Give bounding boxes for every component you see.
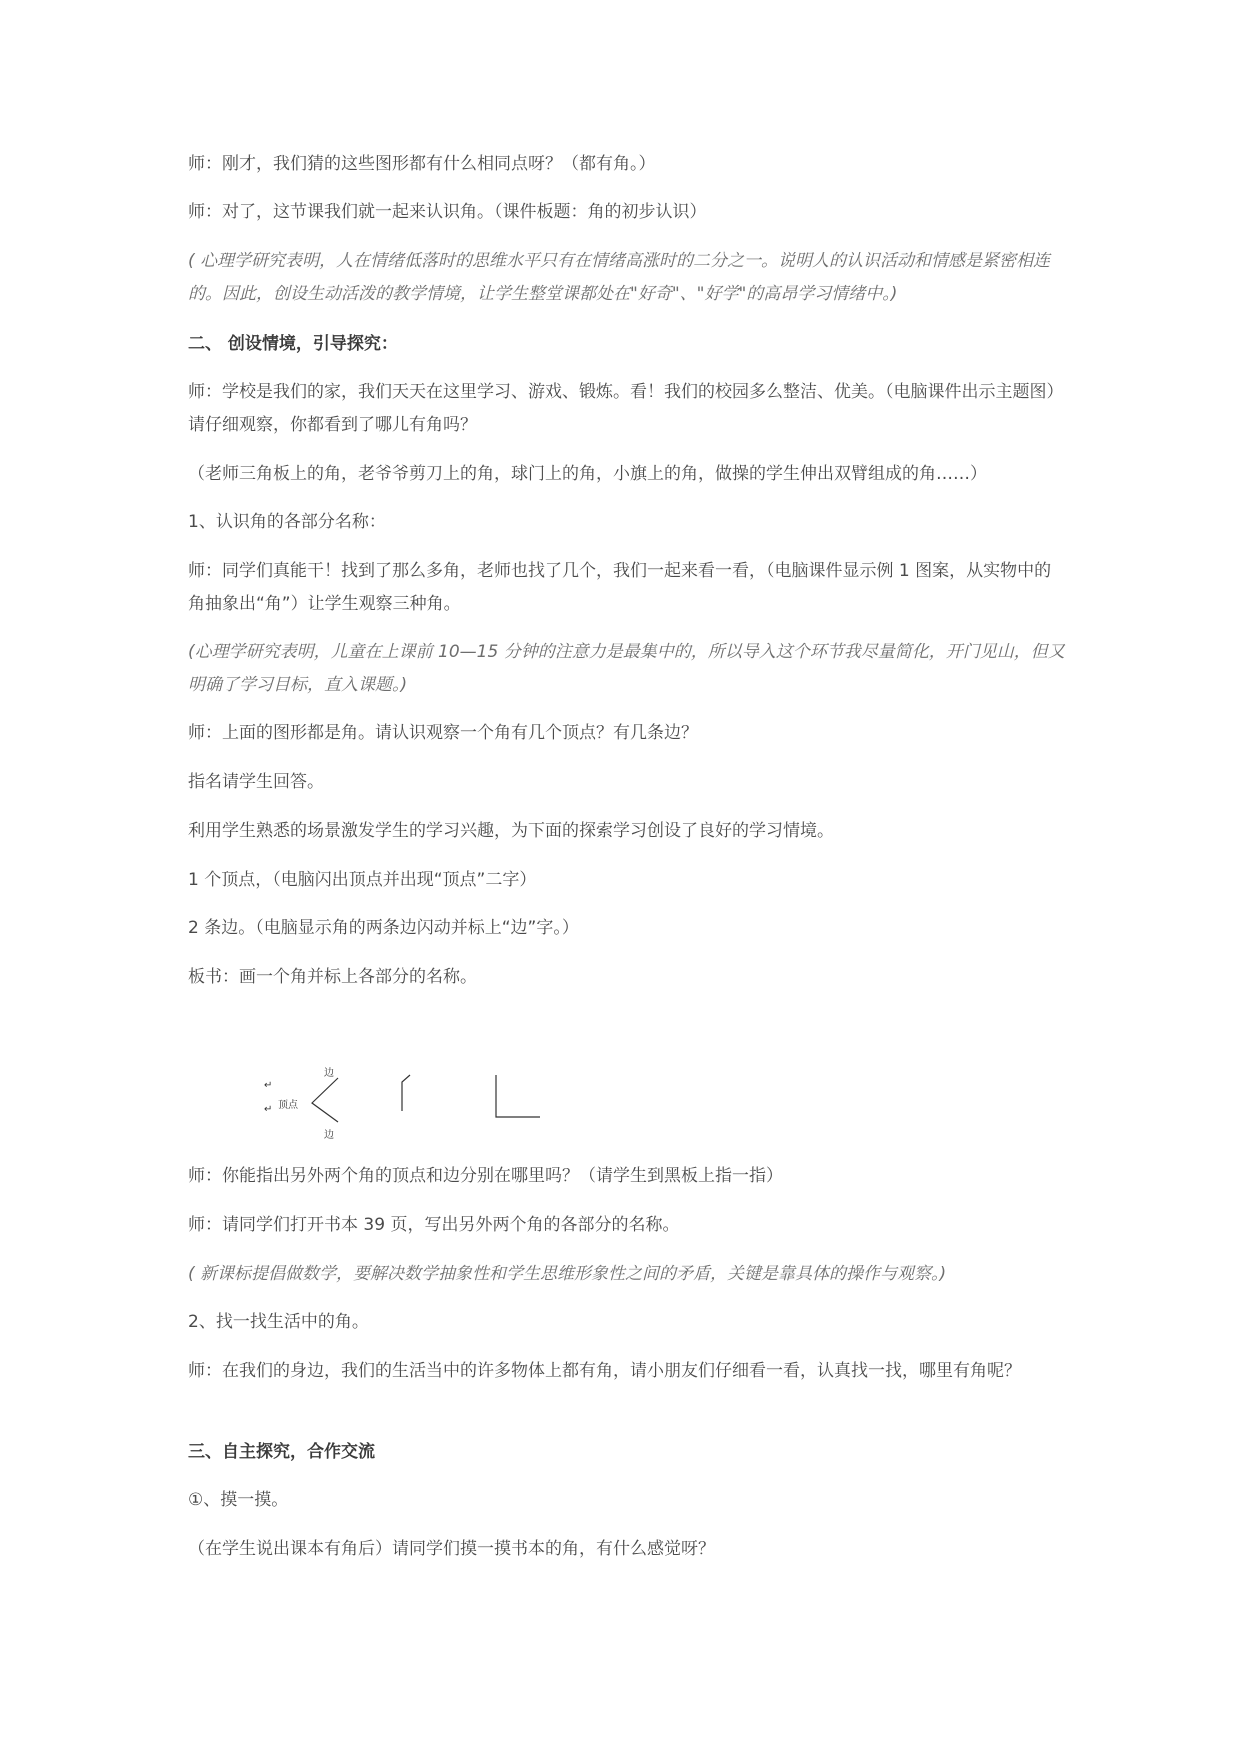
paragraph-textbook: 师：请同学们打开书本 39 页，写出另外两个角的各部分的名称。: [188, 1215, 680, 1235]
paragraph-life-angles: 师：在我们的身边，我们的生活当中的许多物体上都有角，请小朋友们仔细看一看，认真找一找，哪里有角呢？: [188, 1361, 1021, 1381]
paragraph-find-angles: 师：同学们真能干！找到了那么多角，老师也找了几个，我们一起来看一看，（电脑课件显示例 1 图案，从实物中的角抽象出“角”）让学生观察三种角。: [188, 561, 1052, 614]
paragraph-point-out: 师：你能指出另外两个角的顶点和边分别在哪里吗？（请学生到黑板上指一指）: [188, 1166, 783, 1186]
angle-1-sides: [312, 1078, 338, 1122]
paragraph-1: 师：刚才，我们猜的这些图形都有什么相同点呀？（都有角。）: [188, 154, 656, 174]
edge-label-bottom: 边: [324, 1130, 334, 1141]
subheading-2: 2、找一找生活中的角。: [188, 1312, 369, 1332]
figure-return-mark-1: ↵: [264, 1080, 273, 1091]
paragraph-2: 师：对了，这节课我们就一起来认识角。（课件板题：角的初步认识）: [188, 202, 707, 222]
angle-figure: [240, 1060, 560, 1160]
psychology-note-2: (心理学研究表明，儿童在上课前 10—15 分钟的注意力是最集中的，所以导入这个环节我尽量简化，开门见山，但又明确了学习目标，直入课题。): [188, 642, 1065, 695]
paragraph-campus: 师：学校是我们的家，我们天天在这里学习、游戏、锻炼。看！我们的校园多么整洁、优美。（电脑课件出示主题图）请仔细观察，你都看到了哪儿有角吗？: [188, 382, 1064, 435]
paragraph-vertex: 1 个顶点，（电脑闪出顶点并出现“顶点”二字）: [188, 870, 537, 890]
paragraph-question: 师：上面的图形都是角。请认识观察一个角有几个顶点？有几条边？: [188, 723, 698, 743]
paragraph-scenario: 利用学生熟悉的场景激发学生的学习兴趣，为下面的探索学习创设了良好的学习情境。: [188, 821, 834, 841]
angle-3-sides: [496, 1075, 540, 1117]
section-heading-2: 二、 创设情境，引导探究：: [188, 334, 398, 354]
figure-return-mark-2: ↵: [264, 1104, 273, 1115]
curriculum-note: ( 新课标提倡做数学，要解决数学抽象性和学生思维形象性之间的矛盾，关键是靠具体的操作与观察。): [188, 1264, 947, 1284]
subheading-1: 1、认识角的各部分名称：: [188, 512, 386, 532]
paragraph-answer: 指名请学生回答。: [188, 772, 324, 792]
section-heading-3: 三、自主探究，合作交流: [188, 1442, 375, 1462]
paragraph-edges: 2 条边。（电脑显示角的两条边闪动并标上“边”字。）: [188, 918, 579, 938]
vertex-label: 顶点: [278, 1100, 298, 1111]
angle-figure-svg: [240, 1060, 560, 1160]
angle-2-sides: [402, 1075, 410, 1111]
edge-label-top: 边: [324, 1068, 334, 1079]
paragraph-board: 板书：画一个角并标上各部分的名称。: [188, 967, 477, 987]
paragraph-examples: （老师三角板上的角，老爷爷剪刀上的角，球门上的角，小旗上的角，做操的学生伸出双臂组成的角……）: [188, 464, 987, 484]
psychology-note-1: ( 心理学研究表明，人在情绪低落时的思维水平只有在情绪高涨时的二分之一。说明人的认识活动和情感是紧密相连的。因此，创设生动活泼的教学情境，让学生整堂课都处在"好奇"、"好学"的高昂学习情绪中。): [188, 251, 1051, 304]
paragraph-touch: （在学生说出课本有角后）请同学们摸一摸书本的角，有什么感觉呀？: [188, 1539, 715, 1559]
subheading-touch: ①、摸一摸。: [188, 1490, 289, 1510]
